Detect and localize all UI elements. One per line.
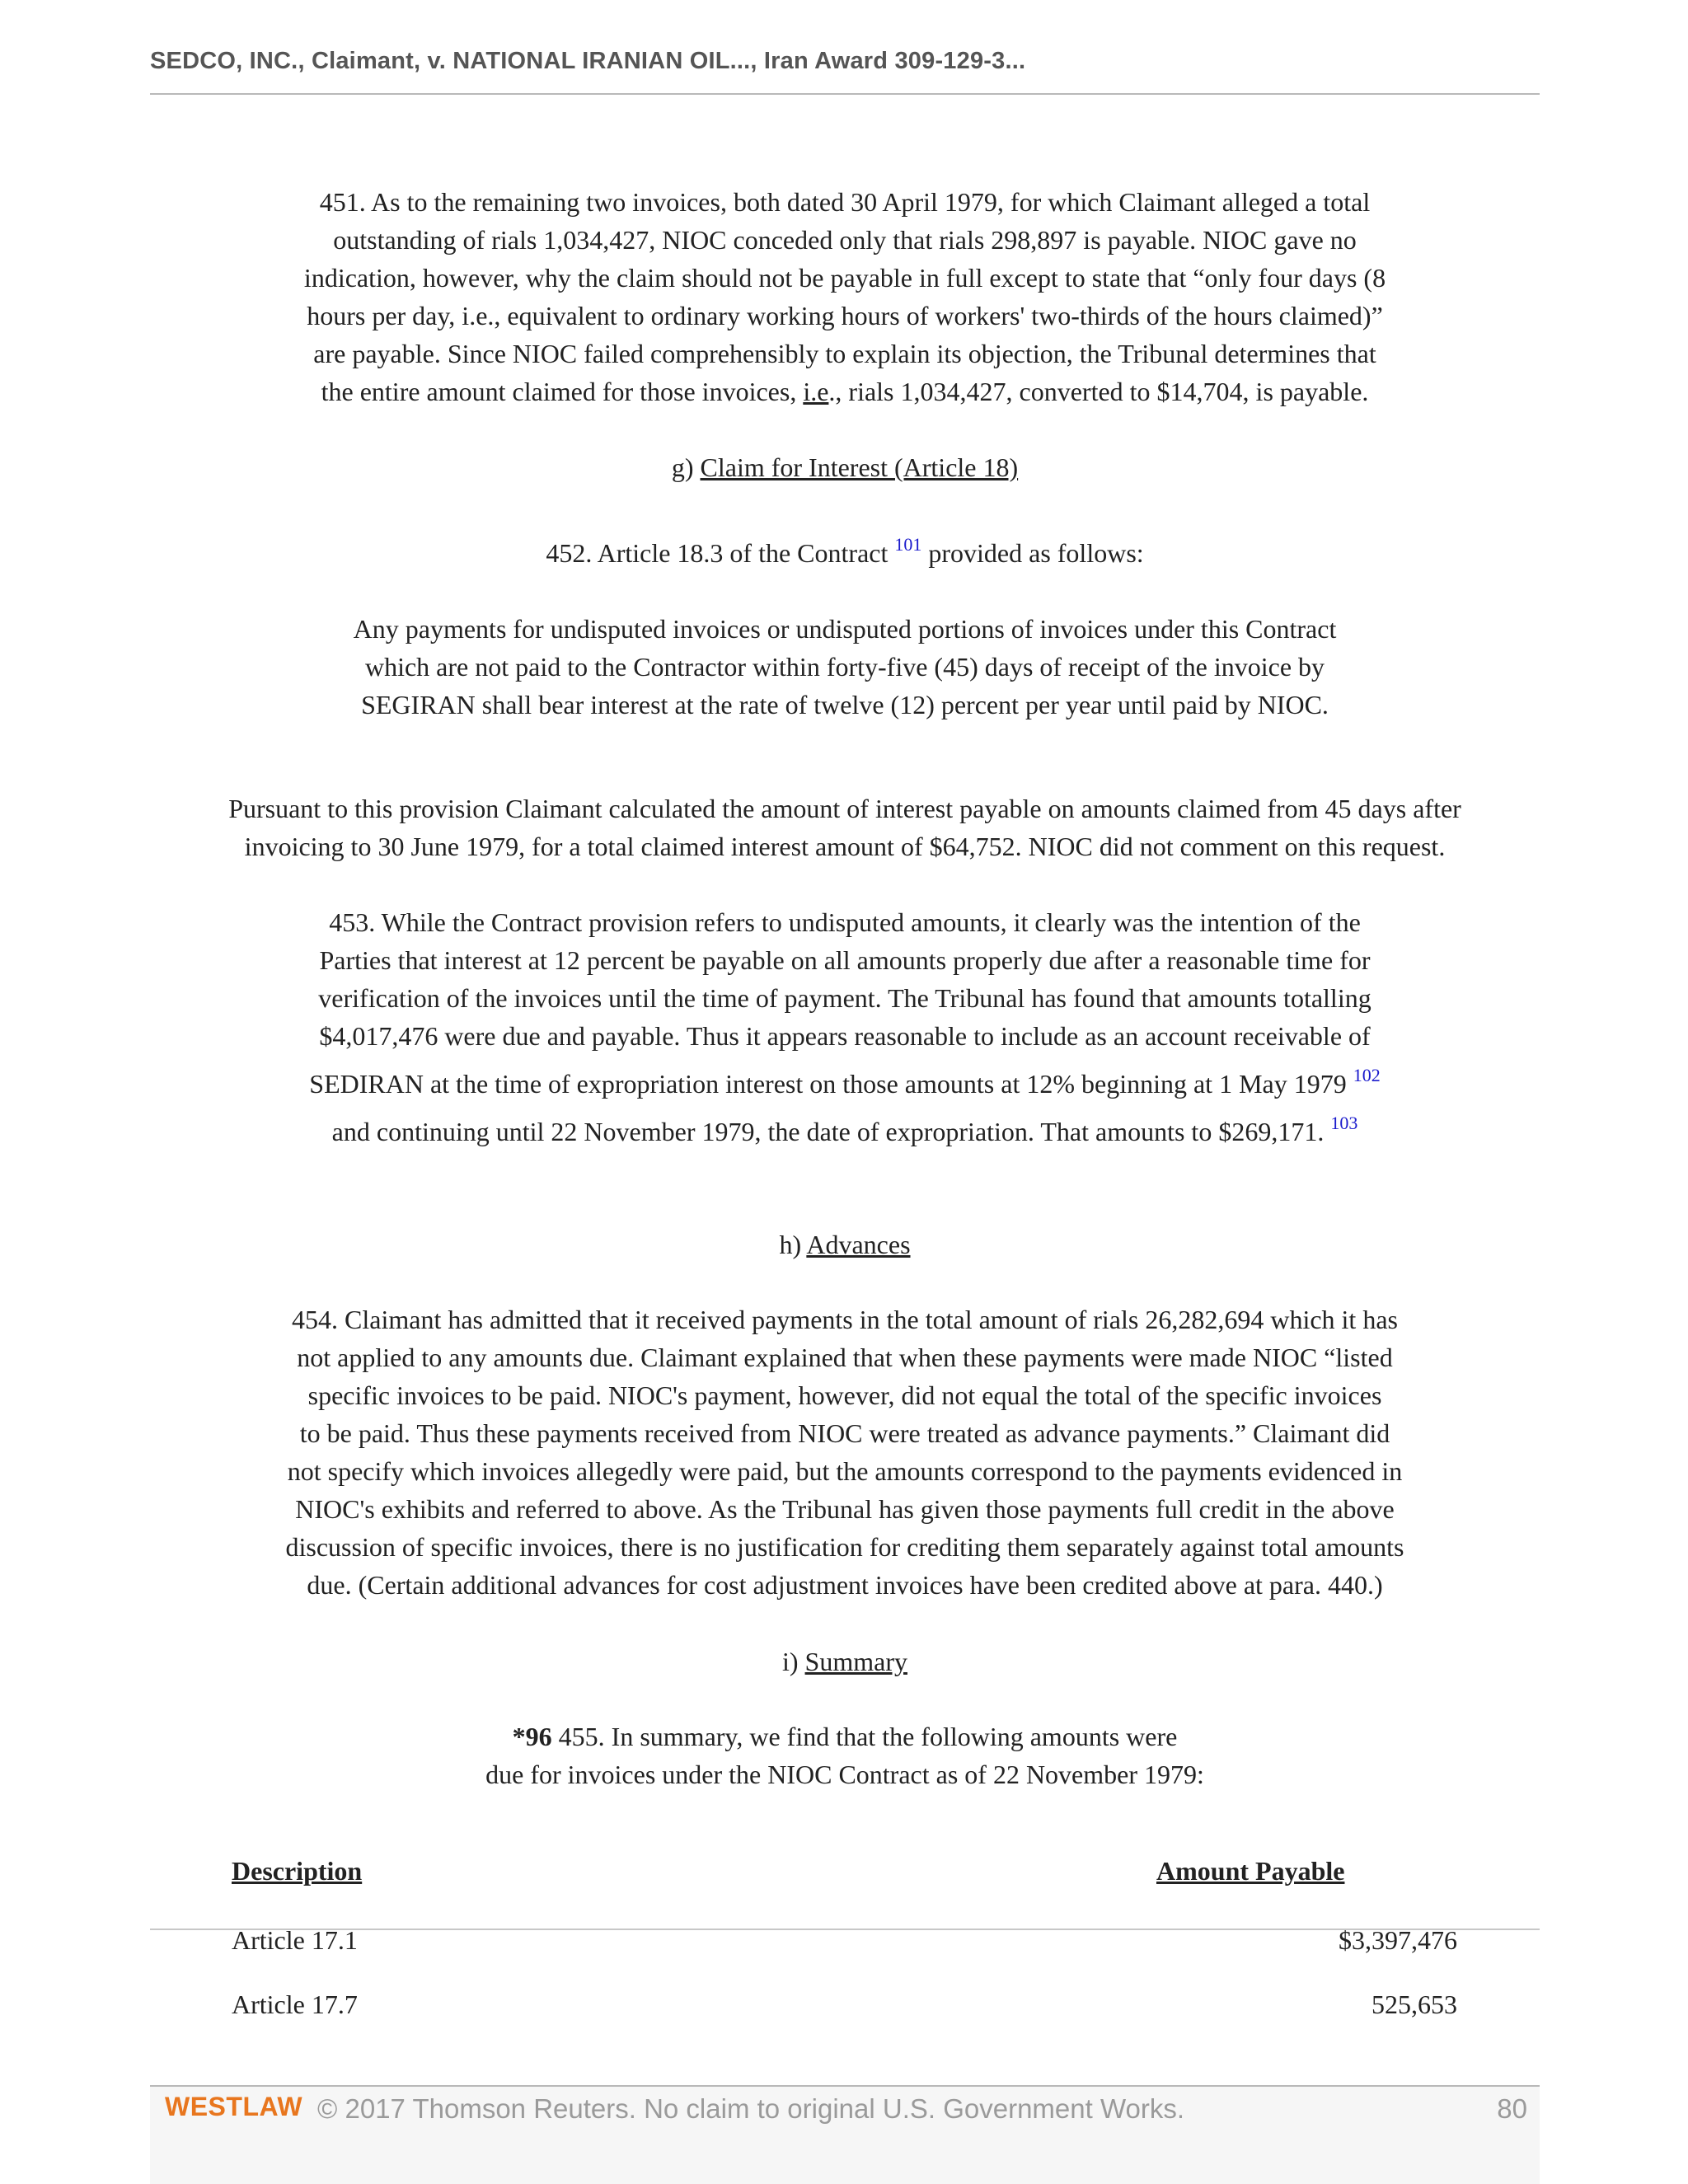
table-cell-amount: $3,397,476 <box>1339 1925 1457 1955</box>
paragraph-line: due for invoices under the NIOC Contract as of 22 November 1979: <box>485 1760 1204 1789</box>
paragraph-line: 453. While the Contract provision refers to undisputed amounts, it clearly was the intention of the <box>329 907 1361 937</box>
paragraph-pursuant <box>150 790 1540 865</box>
paragraph-line: invoicing to 30 June 1979, for a total claimed interest amount of $64,752. NIOC did not comment on this request. <box>244 832 1446 861</box>
copyright-notice: © 2017 Thomson Reuters. No claim to original U.S. Government Works. <box>317 2093 1185 2124</box>
paragraph-452 <box>157 534 1533 572</box>
paragraph-line: specific invoices to be paid. NIOC's payment, however, did not equal the total of the specific invoices <box>307 1380 1382 1410</box>
table-divider <box>150 1929 1540 1930</box>
quote-line: which are not paid to the Contractor within forty-five (45) days of receipt of the invoice by <box>364 652 1325 682</box>
text-fragment: the entire amount claimed for those invoices, <box>321 377 804 406</box>
paragraph-line: Parties that interest at 12 percent be payable on all amounts properly due after a reasonable time for <box>319 945 1371 975</box>
ie-abbreviation: i.e <box>803 377 829 406</box>
table-header-amount: Amount Payable <box>1156 1856 1345 1886</box>
footnote-link-103[interactable]: 103 <box>1330 1113 1358 1133</box>
heading-prefix: i) <box>782 1647 805 1676</box>
paragraph-line: are payable. Since NIOC failed comprehensibly to explain its objection, the Tribunal determines that <box>313 339 1376 368</box>
paragraph-line: not specify which invoices allegedly were paid, but the amounts correspond to the payments evidenced in <box>287 1456 1403 1486</box>
paragraph-line <box>157 1113 1533 1151</box>
paragraph-line: NIOC's exhibits and referred to above. As the Tribunal has given those payments full credit in the above <box>295 1494 1395 1524</box>
paragraph-line: indication, however, why the claim should not be payable in full except to state that “only four days (8 <box>303 263 1386 293</box>
section-heading-g <box>157 448 1533 486</box>
text-fragment: and continuing until 22 November 1979, the date of expropriation. That amounts to $269,171. <box>331 1117 1325 1146</box>
paragraph-line: discussion of specific invoices, there is no justification for crediting them separately against total amounts <box>285 1532 1404 1562</box>
text-fragment: provided as follows: <box>921 538 1144 568</box>
paragraph-451 <box>157 183 1533 410</box>
paragraph-line <box>157 373 1533 410</box>
text-fragment: SEDIRAN at the time of expropriation interest on those amounts at 12% beginning at 1 May 1979 <box>309 1069 1347 1099</box>
paragraph-line: to be paid. Thus these payments received from NIOC were treated as advance payments.” Claimant did <box>299 1418 1390 1448</box>
text-fragment: 452. Article 18.3 of the Contract <box>546 538 895 568</box>
header-divider <box>150 93 1540 95</box>
paragraph-line: not applied to any amounts due. Claimant explained that when these payments were made NIOC “listed <box>297 1343 1393 1372</box>
paragraph-455 <box>157 1718 1533 1793</box>
section-heading-i <box>157 1643 1533 1680</box>
paragraph-line: outstanding of rials 1,034,427, NIOC conceded only that rials 298,897 is payable. NIOC gave no <box>333 225 1357 255</box>
paragraph-line: verification of the invoices until the time of payment. The Tribunal has found that amounts totalling <box>318 983 1372 1013</box>
footnote-link-101[interactable]: 101 <box>894 534 922 555</box>
block-quote <box>157 610 1533 724</box>
paragraph-line: due. (Certain additional advances for cost adjustment invoices have been credited above at para. 440.) <box>307 1570 1383 1600</box>
text-fragment: 455. In summary, we find that the following amounts were <box>551 1722 1178 1751</box>
paragraph-line <box>157 1065 1533 1103</box>
quote-line: Any payments for undisputed invoices or undisputed portions of invoices under this Contract <box>353 614 1337 644</box>
table-cell-description: Article 17.7 <box>232 1990 358 2019</box>
paragraph-line: Pursuant to this provision Claimant calculated the amount of interest payable on amounts claimed from 45 days after <box>228 794 1461 823</box>
table-header-description: Description <box>232 1856 363 1886</box>
heading-prefix: g) <box>671 452 701 482</box>
paragraph-454 <box>157 1301 1533 1604</box>
quote-line: SEGIRAN shall bear interest at the rate of twelve (12) percent per year until paid by NIOC. <box>361 690 1329 719</box>
document-header-title: SEDCO, INC., Claimant, v. NATIONAL IRANIAN OIL..., Iran Award 309-129-3... <box>150 48 1026 74</box>
heading-title: Summary <box>804 1647 907 1676</box>
heading-title: Advances <box>806 1230 911 1259</box>
paragraph-line <box>157 1718 1533 1755</box>
text-fragment: ., rials 1,034,427, converted to $14,704, is payable. <box>828 377 1369 406</box>
table-cell-amount: 525,653 <box>1372 1990 1457 2019</box>
heading-prefix: h) <box>779 1230 807 1259</box>
section-heading-h <box>157 1226 1533 1263</box>
paragraph-line: hours per day, i.e., equivalent to ordinary working hours of workers' two-thirds of the hours claimed)” <box>307 301 1383 330</box>
paragraph-line: $4,017,476 were due and payable. Thus it appears reasonable to include as an account receivable of <box>319 1021 1371 1051</box>
star-page-marker: *96 <box>512 1722 552 1751</box>
paragraph-line: 454. Claimant has admitted that it received payments in the total amount of rials 26,282,694 which it has <box>292 1305 1398 1334</box>
page-number: 80 <box>1497 2093 1527 2124</box>
westlaw-logo: WESTLAW <box>165 2092 303 2121</box>
heading-title: Claim for Interest (Article 18) <box>700 452 1019 482</box>
paragraph-line: 451. As to the remaining two invoices, both dated 30 April 1979, for which Claimant alleged a total <box>319 187 1371 217</box>
table-cell-description: Article 17.1 <box>232 1925 358 1955</box>
footnote-link-102[interactable]: 102 <box>1353 1065 1381 1085</box>
paragraph-453 <box>157 903 1533 1151</box>
